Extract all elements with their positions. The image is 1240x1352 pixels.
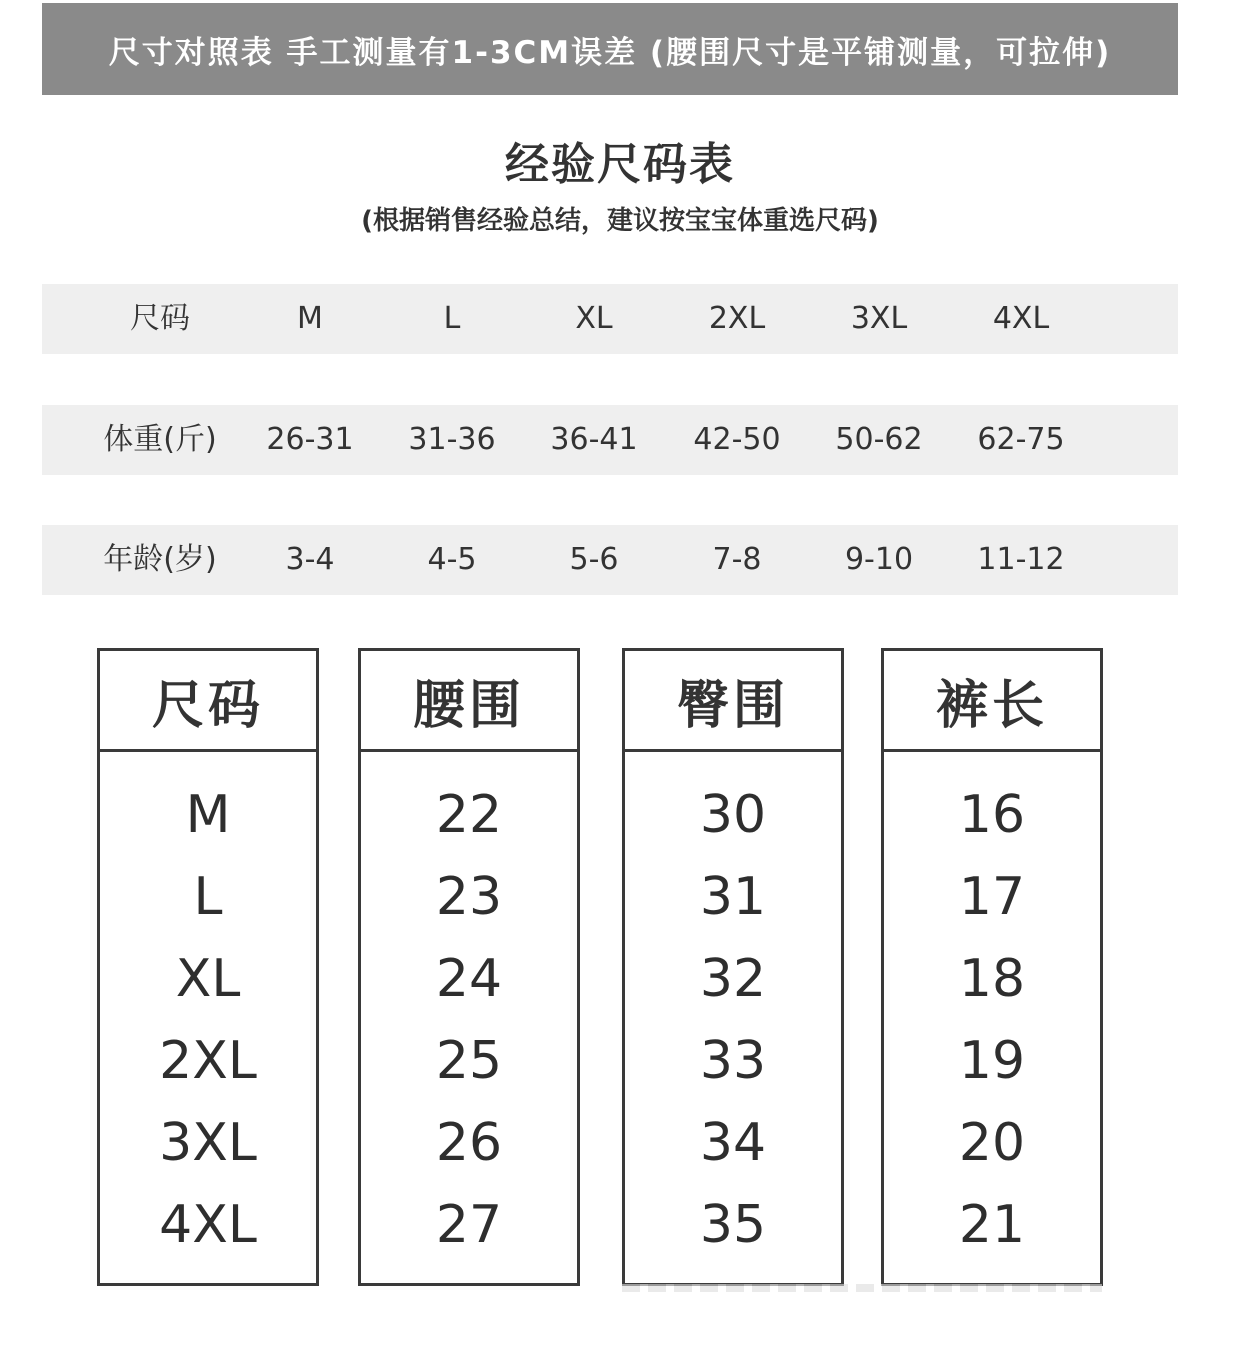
experience-cell: 36-41 bbox=[550, 422, 638, 457]
experience-cell: 9-10 bbox=[844, 542, 914, 577]
page-title: 经验尺码表 bbox=[505, 139, 735, 190]
measure-value: 4XL bbox=[159, 1195, 257, 1255]
measure-value: 3XL bbox=[159, 1113, 257, 1173]
header-banner bbox=[42, 3, 1178, 95]
experience-cell: 4XL bbox=[992, 301, 1050, 336]
experience-row-age bbox=[42, 525, 1178, 595]
measure-value: 25 bbox=[435, 1031, 503, 1091]
experience-cell: 3XL bbox=[850, 301, 908, 336]
measure-value: 16 bbox=[958, 785, 1026, 845]
experience-cell: 7-8 bbox=[712, 542, 762, 577]
measure-value: 19 bbox=[958, 1031, 1026, 1091]
faint-watermark-strip bbox=[622, 1284, 1102, 1292]
experience-cell: 42-50 bbox=[693, 422, 781, 457]
experience-cell: XL bbox=[575, 301, 613, 336]
measure-column-waist bbox=[358, 648, 580, 1286]
experience-cell: 3-4 bbox=[285, 542, 335, 577]
measure-value: 34 bbox=[699, 1113, 767, 1173]
experience-cell: 31-36 bbox=[408, 422, 496, 457]
measure-value: L bbox=[193, 867, 223, 927]
measure-value: 20 bbox=[958, 1113, 1026, 1173]
measure-column-header: 裤长 bbox=[884, 651, 1100, 752]
measure-value: 18 bbox=[958, 949, 1026, 1009]
measure-value: 31 bbox=[699, 867, 767, 927]
measure-column-hip bbox=[622, 648, 844, 1286]
measure-value: 21 bbox=[958, 1195, 1026, 1255]
measure-value: 22 bbox=[435, 785, 503, 845]
measure-value: 33 bbox=[699, 1031, 767, 1091]
measure-value: 2XL bbox=[159, 1031, 257, 1091]
measure-value: 24 bbox=[435, 949, 503, 1009]
experience-row-label: 体重(斤) bbox=[103, 422, 217, 457]
page-subtitle: (根据销售经验总结，建议按宝宝体重选尺码) bbox=[361, 206, 879, 236]
measure-value: 35 bbox=[699, 1195, 767, 1255]
measure-value: M bbox=[185, 785, 231, 845]
experience-cell: 4-5 bbox=[427, 542, 477, 577]
banner-text: 尺寸对照表 手工测量有1-3CM误差 (腰围尺寸是平铺测量，可拉伸) bbox=[108, 34, 1112, 71]
measure-value: 27 bbox=[435, 1195, 503, 1255]
experience-cell: 26-31 bbox=[266, 422, 354, 457]
experience-cell: 62-75 bbox=[977, 422, 1065, 457]
experience-row-size bbox=[42, 284, 1178, 354]
experience-cell: M bbox=[297, 301, 323, 336]
experience-row-weight bbox=[42, 405, 1178, 475]
experience-cell: 50-62 bbox=[835, 422, 923, 457]
measure-value: 32 bbox=[699, 949, 767, 1009]
experience-cell: 2XL bbox=[708, 301, 766, 336]
measure-value: 23 bbox=[435, 867, 503, 927]
measure-column-size bbox=[97, 648, 319, 1286]
measure-column-length bbox=[881, 648, 1103, 1286]
measure-value: XL bbox=[175, 949, 241, 1009]
experience-cell: L bbox=[443, 301, 461, 336]
measure-value: 17 bbox=[958, 867, 1026, 927]
measure-column-header: 臀围 bbox=[625, 651, 841, 752]
experience-row-label: 尺码 bbox=[130, 301, 190, 336]
measure-value: 30 bbox=[699, 785, 767, 845]
experience-row-label: 年龄(岁) bbox=[103, 542, 217, 577]
experience-cell: 11-12 bbox=[977, 542, 1065, 577]
experience-cell: 5-6 bbox=[569, 542, 619, 577]
measure-column-header: 腰围 bbox=[361, 651, 577, 752]
measure-column-header: 尺码 bbox=[100, 651, 316, 752]
measure-value: 26 bbox=[435, 1113, 503, 1173]
